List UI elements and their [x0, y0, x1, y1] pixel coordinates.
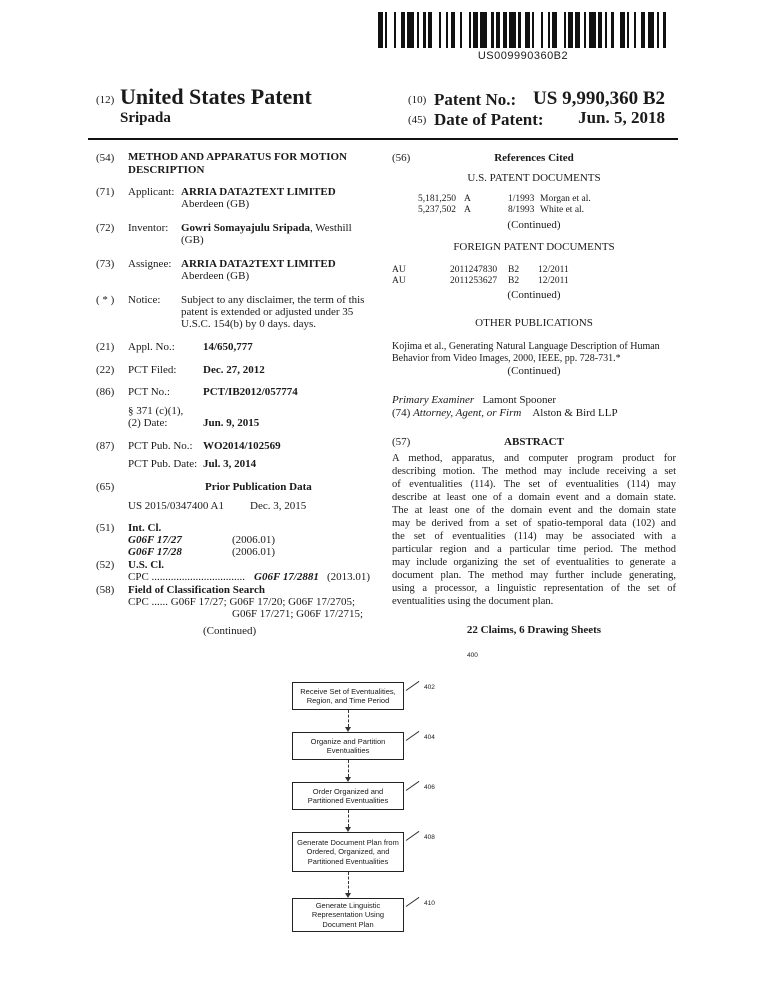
flow-step-ref: 408 — [424, 834, 435, 841]
examiner-name: Lamont Spooner — [482, 394, 557, 406]
abstract-line: A method, apparatus, and computer program product for — [392, 453, 676, 464]
flow-leader-line — [406, 681, 420, 691]
flow-step-ref: 406 — [424, 784, 435, 791]
flow-step-ref: 404 — [424, 734, 435, 741]
inventor-label: Inventor: — [128, 222, 169, 234]
appl-label: Appl. No.: — [128, 341, 175, 353]
code-72: (72) — [96, 222, 115, 234]
foreign-ref-kind: B2 — [508, 265, 520, 275]
flow-step-1: Receive Set of Eventualities, Region, and Time Period — [292, 682, 404, 710]
inventor-location: , Westhill — [309, 222, 352, 234]
cpc-label: CPC .................................. — [128, 571, 246, 583]
notice-line-1: Subject to any disclaimer, the term of this — [181, 294, 365, 306]
date-label: Date of Patent: — [434, 110, 544, 129]
inventor-name: Gowri Somayajulu Sripada — [181, 222, 310, 234]
applicant-name: ARRIA DATA2TEXT LIMITED — [181, 186, 336, 198]
flow-leader-line — [406, 897, 420, 907]
flow-connector — [348, 710, 349, 727]
abstract-line: The at least one of the domain event and the domain state — [392, 505, 676, 516]
flow-connector — [348, 810, 349, 827]
pct-pub-date: Jul. 3, 2014 — [203, 458, 257, 470]
applicant-location: Aberdeen (GB) — [181, 198, 250, 210]
code-58: (58) — [96, 584, 115, 596]
appl-number: 14/650,777 — [203, 341, 253, 353]
code-56: (56) — [392, 152, 411, 164]
pct-pub-number: WO2014/102569 — [203, 440, 281, 452]
us-ref-name: White et al. — [540, 205, 585, 215]
patent-date: Jun. 5, 2018 — [578, 108, 665, 127]
inventor-short: Sripada — [120, 110, 171, 126]
inventor-country: (GB) — [181, 234, 204, 246]
flow-leader-line — [406, 831, 420, 841]
notice-line-3: U.S.C. 154(b) by 0 days. days. — [181, 318, 317, 330]
document-type: United States Patent — [120, 84, 312, 109]
abstract-line: describe at least one of a domain event and a domain state. — [392, 492, 676, 503]
code-52: (52) — [96, 559, 115, 571]
abstract-line: document plan. The method may further include generating, — [392, 570, 676, 581]
flow-step-5: Generate Linguistic Representation Using Document Plan — [292, 898, 404, 932]
code-10: (10) — [408, 94, 427, 106]
flow-step-2: Organize and Partition Eventualities — [292, 732, 404, 760]
pct-pub-date-label: PCT Pub. Date: — [128, 458, 198, 470]
left-continued: (Continued) — [203, 625, 257, 637]
us-ref-kind: A — [464, 194, 471, 204]
patent-no-label: Patent No.: — [434, 90, 517, 109]
us-ref-date: 1/1993 — [508, 194, 535, 204]
assignee-name: ARRIA DATA2TEXT LIMITED — [181, 258, 336, 270]
us-refs-continued: (Continued) — [507, 219, 561, 231]
other-publication-line-1: Kojima et al., Generating Natural Language Description of Human — [392, 341, 660, 352]
field-search-line-2: G06F 17/271; G06F 17/2715; — [232, 608, 364, 620]
attorney-label: Attorney, Agent, or Firm — [413, 407, 522, 419]
foreign-ref-date: 12/2011 — [538, 276, 569, 286]
abstract-line: may be derived from a set of spatio-temporal data (102) and — [392, 518, 676, 529]
abstract-line: may include organizing the set of eventualities to generate a — [392, 557, 676, 568]
abstract-line: eventualities using the document plan. — [392, 596, 554, 607]
foreign-ref-country: AU — [392, 265, 406, 275]
examiner-label: Primary Examiner — [392, 394, 475, 406]
code-21: (21) — [96, 341, 115, 353]
abstract-line: of eventualities (114). The set of eventualities (114) may — [392, 479, 676, 490]
pct-filed-date: Dec. 27, 2012 — [203, 364, 265, 376]
figure-ref: 400 — [467, 652, 478, 659]
notice-label: Notice: — [128, 294, 161, 306]
abstract-line: describing motion. The method may include receiving a set — [392, 466, 676, 477]
attorney-name: Alston & Bird LLP — [532, 407, 618, 419]
field-search-line-1: CPC ...... G06F 17/27; G06F 17/20; G06F 17/2705; — [128, 596, 356, 608]
field-search-heading: Field of Classification Search — [128, 584, 265, 596]
assignee-label: Assignee: — [128, 258, 172, 270]
applicant-label: Applicant: — [128, 186, 175, 198]
notice-line-2: patent is extended or adjusted under 35 — [181, 306, 354, 318]
code-57: (57) — [392, 436, 411, 448]
s371-line-1: § 371 (c)(1), — [128, 405, 184, 417]
us-cl-heading: U.S. Cl. — [128, 559, 165, 571]
prior-pub-number: US 2015/0347400 A1 — [128, 500, 224, 512]
code-45: (45) — [408, 114, 427, 126]
abstract-line: the set of eventualities (114) may be associated with a — [392, 531, 676, 542]
int-cl-1: G06F 17/27 — [128, 534, 182, 546]
int-cl-2-version: (2006.01) — [232, 546, 276, 558]
us-ref-number: 5,181,250 — [418, 194, 456, 204]
invention-title: METHOD AND APPARATUS FOR MOTION DESCRIPTION — [128, 151, 347, 176]
code-73: (73) — [96, 258, 115, 270]
flow-step-3: Order Organized and Partitioned Eventualities — [292, 782, 404, 810]
flow-leader-line — [406, 731, 420, 741]
code-51: (51) — [96, 522, 115, 534]
pct-no-label: PCT No.: — [128, 386, 170, 398]
abstract-line: particular region and a particular time period. The method — [392, 544, 676, 555]
flow-leader-line — [406, 781, 420, 791]
flow-step-ref: 402 — [424, 684, 435, 691]
pct-number: PCT/IB2012/057774 — [203, 386, 298, 398]
other-publications-heading: OTHER PUBLICATIONS — [475, 317, 593, 329]
flow-connector — [348, 872, 349, 893]
us-ref-name: Morgan et al. — [540, 194, 591, 204]
code-86: (86) — [96, 386, 115, 398]
foreign-ref-number: 2011247830 — [450, 265, 498, 275]
barcode-number: US009990360B2 — [477, 50, 569, 62]
code-22: (22) — [96, 364, 115, 376]
us-ref-date: 8/1993 — [508, 205, 535, 215]
other-publications-continued: (Continued) — [507, 365, 561, 377]
prior-pub-heading: Prior Publication Data — [205, 481, 312, 493]
s371-line-2: (2) Date: — [128, 417, 168, 429]
code-65: (65) — [96, 481, 115, 493]
assignee-location: Aberdeen (GB) — [181, 270, 250, 282]
cpc-version: (2013.01) — [327, 571, 371, 583]
int-cl-1-version: (2006.01) — [232, 534, 276, 546]
code-71: (71) — [96, 186, 115, 198]
code-12: (12) — [96, 94, 115, 106]
foreign-ref-number: 2011253627 — [450, 276, 498, 286]
prior-pub-date: Dec. 3, 2015 — [250, 500, 307, 512]
claims-summary: 22 Claims, 6 Drawing Sheets — [466, 624, 602, 636]
notice-code: ( * ) — [96, 294, 115, 306]
us-patent-docs-heading: U.S. PATENT DOCUMENTS — [467, 172, 601, 184]
abstract-heading: ABSTRACT — [504, 436, 564, 448]
foreign-docs-heading: FOREIGN PATENT DOCUMENTS — [453, 241, 615, 253]
foreign-refs-continued: (Continued) — [507, 289, 561, 301]
attorney-code: (74) — [392, 407, 411, 419]
flow-step-4: Generate Document Plan from Ordered, Organized, and Partitioned Eventualities — [292, 832, 404, 872]
foreign-ref-country: AU — [392, 276, 406, 286]
other-publication-line-2: Behavior from Video Images, 2000, IEEE, pp. 728-731.* — [392, 353, 621, 364]
us-ref-kind: A — [464, 205, 471, 215]
abstract-line: using a processor, a linguistic representation of the set of — [392, 583, 676, 594]
pct-pub-label: PCT Pub. No.: — [128, 440, 193, 452]
foreign-ref-date: 12/2011 — [538, 265, 569, 275]
references-heading: References Cited — [494, 152, 574, 164]
patent-number: US 9,990,360 B2 — [533, 88, 665, 109]
int-cl-heading: Int. Cl. — [128, 522, 162, 534]
us-ref-number: 5,237,502 — [418, 205, 456, 215]
flow-step-ref: 410 — [424, 900, 435, 907]
pct-filed-label: PCT Filed: — [128, 364, 177, 376]
flow-connector — [348, 760, 349, 777]
foreign-ref-kind: B2 — [508, 276, 520, 286]
code-54: (54) — [96, 152, 115, 164]
code-87: (87) — [96, 440, 115, 452]
s371-date: Jun. 9, 2015 — [203, 417, 260, 429]
int-cl-2: G06F 17/28 — [128, 546, 182, 558]
cpc-value: G06F 17/2881 — [254, 571, 319, 583]
